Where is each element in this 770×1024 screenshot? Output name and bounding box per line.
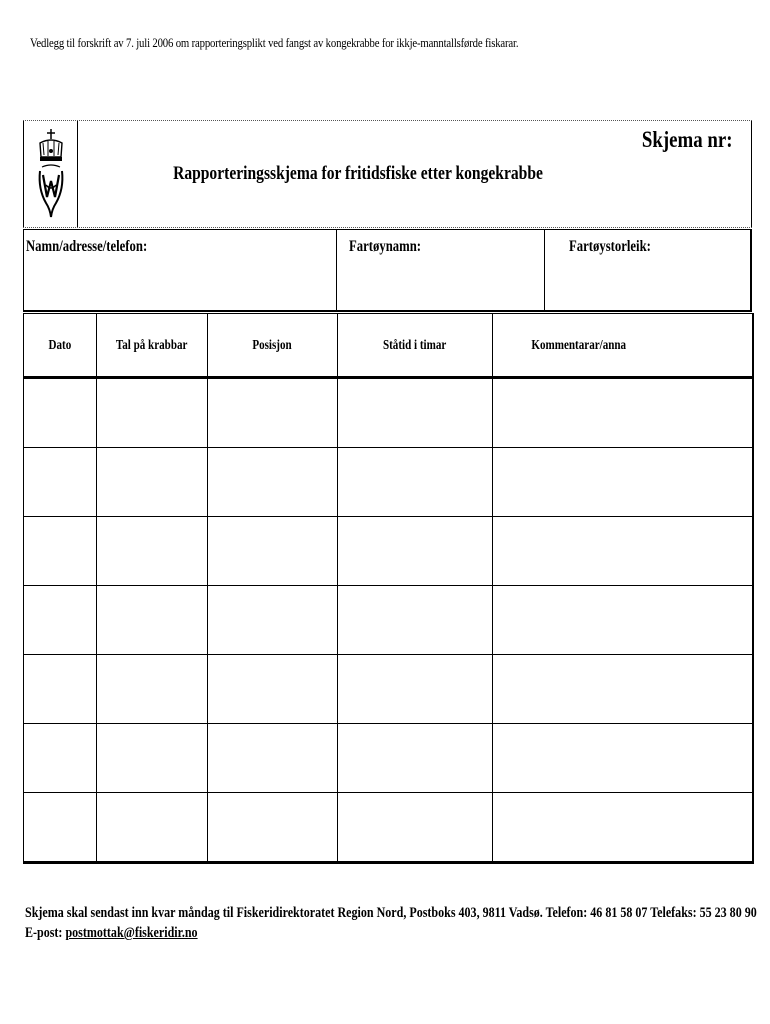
table-cell[interactable] <box>24 448 97 517</box>
table-cell[interactable] <box>97 378 208 448</box>
preamble-text: Vedlegg til forskrift av 7. juli 2006 om rapporteringsplikt ved fangst av kongekrabbe for ikkje-manntallsførde fiskarar. <box>30 36 519 50</box>
table-row <box>24 448 753 517</box>
column-header-posisjon: Posisjon <box>208 314 338 378</box>
name-address-phone-field[interactable] <box>24 230 337 311</box>
table-cell[interactable] <box>338 448 493 517</box>
email-line <box>25 923 757 943</box>
table-cell[interactable] <box>24 793 97 863</box>
table-cell[interactable] <box>493 378 753 448</box>
table-header-row <box>24 314 753 378</box>
info-section <box>23 229 752 312</box>
table-row <box>24 586 753 655</box>
catch-log-table <box>23 313 754 864</box>
table-cell[interactable] <box>338 378 493 448</box>
table-cell[interactable] <box>208 655 338 724</box>
table-cell[interactable] <box>493 586 753 655</box>
column-header-statid: Ståtid i timar <box>338 314 493 378</box>
table-cell[interactable] <box>338 586 493 655</box>
table-row <box>24 655 753 724</box>
form-title: Rapporteringsskjema for fritidsfiske etter kongekrabbe <box>173 163 543 184</box>
table-cell[interactable] <box>208 448 338 517</box>
table-cell[interactable] <box>97 793 208 863</box>
vessel-size-label: Fartøystorleik: <box>569 238 651 255</box>
table-cell[interactable] <box>24 724 97 793</box>
name-address-phone-label: Namn/adresse/telefon: <box>26 238 148 255</box>
email-link[interactable]: postmottak@fiskeridir.no <box>65 925 198 941</box>
submission-instructions: Skjema skal sendast inn kvar måndag til Fiskeridirektoratet Region Nord, Postboks 403, 9811 Vadsø. Telefon: 46 81 58 07 Telefaks: 55 23 80 90 <box>25 905 757 921</box>
table-row <box>24 517 753 586</box>
table-cell[interactable] <box>97 586 208 655</box>
table-cell[interactable] <box>208 378 338 448</box>
footer <box>25 903 770 943</box>
table-cell[interactable] <box>493 517 753 586</box>
table-cell[interactable] <box>24 517 97 586</box>
column-header-tal-pa-krabbar: Tal på krabbar <box>97 314 208 378</box>
vessel-name-label: Fartøynamn: <box>349 238 422 255</box>
logo-cell <box>23 121 78 227</box>
vessel-size-field[interactable] <box>545 230 751 311</box>
table-cell[interactable] <box>338 655 493 724</box>
table-cell[interactable] <box>24 378 97 448</box>
table-row <box>24 793 753 863</box>
email-prefix: E-post: <box>25 925 66 941</box>
table-cell[interactable] <box>97 517 208 586</box>
table-row <box>24 724 753 793</box>
column-header-kommentarar: Kommentarar/anna <box>493 314 753 378</box>
table-cell[interactable] <box>493 655 753 724</box>
vessel-name-field[interactable] <box>337 230 545 311</box>
table-cell[interactable] <box>338 517 493 586</box>
title-cell <box>78 121 752 227</box>
table-cell[interactable] <box>208 517 338 586</box>
table-cell[interactable] <box>208 724 338 793</box>
norwegian-coat-of-arms-icon <box>34 127 68 219</box>
table-cell[interactable] <box>493 448 753 517</box>
table-row <box>24 378 753 448</box>
table-cell[interactable] <box>97 655 208 724</box>
table-cell[interactable] <box>24 655 97 724</box>
table-cell[interactable] <box>338 724 493 793</box>
table-cell[interactable] <box>97 724 208 793</box>
schema-number-label: Skjema nr: <box>642 127 733 152</box>
table-cell[interactable] <box>97 448 208 517</box>
table-cell[interactable] <box>208 586 338 655</box>
table-cell[interactable] <box>493 724 753 793</box>
table-cell[interactable] <box>493 793 753 863</box>
table-cell[interactable] <box>24 586 97 655</box>
column-header-dato: Dato <box>24 314 97 378</box>
form-header <box>23 120 752 228</box>
table-cell[interactable] <box>338 793 493 863</box>
table-cell[interactable] <box>208 793 338 863</box>
